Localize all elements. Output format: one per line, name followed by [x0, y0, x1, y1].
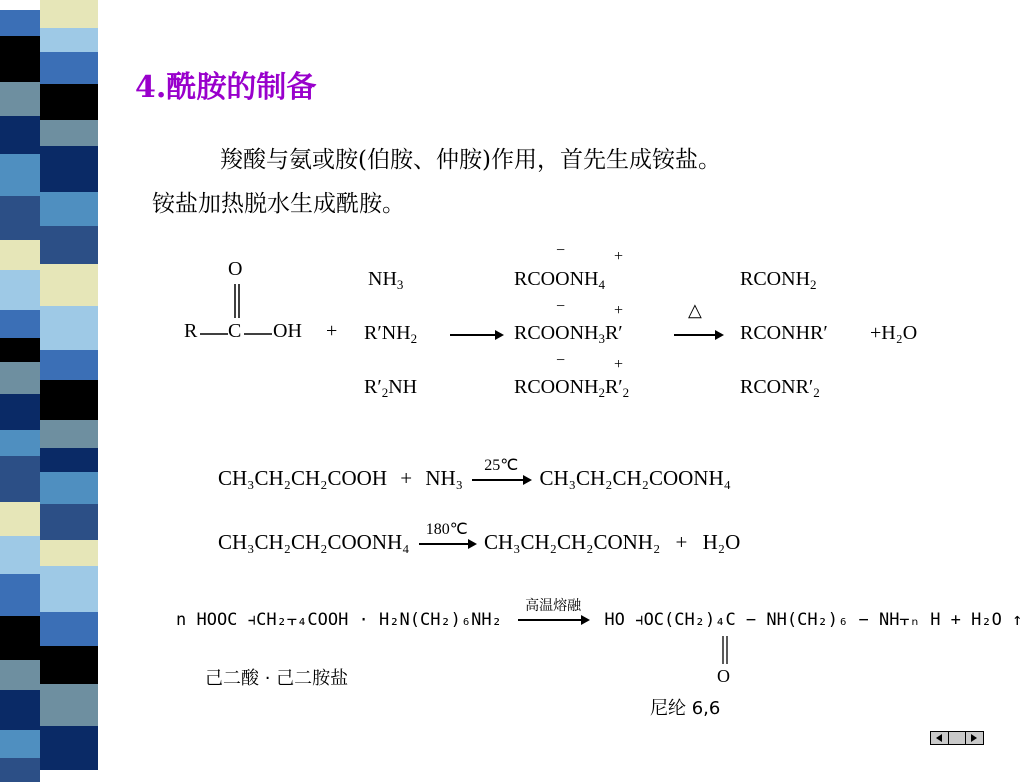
- eq1-product: CH₃CH₂CH₂COONH₄: [539, 466, 731, 490]
- heat-symbol: △: [688, 300, 702, 320]
- eq1-reactant: CH₃CH₂CH₂COOH: [218, 466, 387, 490]
- eq1-condition: 25℃: [484, 457, 519, 475]
- arrow-right-icon: [971, 734, 977, 742]
- acid-carbon: C: [228, 320, 242, 342]
- sidebar-column: [0, 0, 40, 768]
- sidebar-block: [40, 504, 98, 540]
- sidebar-block: [0, 82, 40, 116]
- decorative-sidebar: [0, 0, 100, 768]
- sidebar-block: [0, 660, 40, 690]
- sidebar-block: [40, 52, 98, 84]
- salt-label: 己二酸 · 己二胺盐: [205, 668, 349, 689]
- sidebar-block: [40, 684, 98, 726]
- sidebar-block: [40, 192, 98, 226]
- sidebar-block: [0, 116, 40, 154]
- nylon-arrow: [518, 598, 588, 621]
- sidebar-block: [0, 536, 40, 574]
- amide-tertiary: $RCONR'_2$: [740, 376, 820, 400]
- charge-plus-1: +: [614, 248, 624, 265]
- water-product: +H₂O: [870, 322, 918, 344]
- eq2-plus: +: [675, 530, 688, 554]
- sidebar-block: [0, 10, 40, 36]
- sidebar-block: [40, 264, 98, 306]
- example-equation-2: [218, 521, 741, 555]
- eq2-product: CH₃CH₂CH₂CONH₂: [483, 530, 661, 554]
- bond-c-oh: [244, 332, 272, 336]
- amine-primary: $R'NH_2$: [364, 322, 418, 346]
- arrow-left-icon: [936, 734, 942, 742]
- sidebar-block: [0, 196, 40, 240]
- nylon-condition: 高温熔融: [525, 598, 582, 614]
- nylon-equation: [176, 598, 1023, 630]
- sidebar-block: [40, 540, 98, 566]
- sidebar-block: [40, 472, 98, 504]
- paragraph-line-2: 铵盐加热脱水生成酰胺。: [152, 191, 405, 217]
- eq1-arrow: [472, 457, 530, 481]
- sidebar-block: [0, 430, 40, 456]
- sidebar-block: [0, 362, 40, 394]
- sidebar-block: [0, 310, 40, 338]
- nylon-products: HO ⫞OC(CH₂)₄C − NH(CH₂)₆ − NH⫟ₙ H + H₂O ↑: [604, 610, 1023, 630]
- amide-primary: $RCONH_2$: [740, 268, 817, 292]
- slide-title: 4.酰胺的制备: [135, 70, 317, 105]
- sidebar-block: [0, 394, 40, 430]
- charge-plus-3: +: [614, 356, 624, 373]
- example-equation-1: [218, 457, 731, 491]
- ammonium-salt-1: $RCOONH_4$: [514, 268, 605, 292]
- amide-secondary: RCONHR′: [740, 322, 828, 344]
- sidebar-block: [40, 0, 98, 28]
- acid-r-group: R: [184, 320, 198, 342]
- plus-sign: +: [326, 320, 338, 342]
- sidebar-block: [40, 120, 98, 146]
- sidebar-block: [40, 380, 98, 420]
- sidebar-block: [40, 420, 98, 448]
- nylon-carbonyl-oxygen: O: [717, 666, 730, 686]
- bond-r-c: [200, 332, 228, 336]
- previous-slide-button[interactable]: [931, 732, 949, 744]
- acid-hydroxyl: OH: [273, 320, 302, 342]
- sidebar-block: [40, 448, 98, 472]
- sidebar-block: [0, 154, 40, 196]
- reaction-arrow-2: [674, 334, 722, 336]
- home-slide-button[interactable]: [949, 732, 967, 744]
- eq2-condition: 180℃: [425, 521, 468, 539]
- amine-secondary: $R'_2NH$: [364, 376, 418, 400]
- sidebar-block: [0, 502, 40, 536]
- sidebar-column: [40, 0, 98, 768]
- sidebar-block: [0, 730, 40, 758]
- ammonium-salt-3: $RCOONH_2R'_2$: [514, 376, 630, 400]
- charge-minus-3: −: [556, 352, 566, 369]
- sidebar-block: [0, 758, 40, 782]
- carbonyl-double-bond: [232, 284, 242, 318]
- sidebar-block: [0, 338, 40, 362]
- sidebar-block: [40, 226, 98, 264]
- product-label: 尼纶 6,6: [650, 698, 721, 719]
- intro-paragraph: [152, 138, 952, 226]
- eq1-plus: +: [400, 466, 413, 490]
- next-slide-button[interactable]: [966, 732, 983, 744]
- sidebar-block: [0, 616, 40, 660]
- sidebar-block: [40, 646, 98, 684]
- sidebar-block: [40, 84, 98, 120]
- ammonium-salt-2: $RCOONH_3R'$: [514, 322, 623, 346]
- sidebar-block: [0, 36, 40, 82]
- slide-navigation: [930, 731, 984, 745]
- general-reaction-scheme: [180, 242, 960, 408]
- sidebar-block: [40, 146, 98, 192]
- charge-minus-1: −: [556, 242, 566, 259]
- eq2-water: H₂O: [702, 530, 741, 554]
- carbonyl-oxygen: O: [228, 258, 243, 280]
- sidebar-block: [40, 28, 98, 52]
- eq1-reagent: NH₃: [425, 466, 463, 490]
- sidebar-block: [40, 726, 98, 770]
- sidebar-block: [0, 240, 40, 270]
- sidebar-block: [40, 306, 98, 350]
- charge-plus-2: +: [614, 302, 624, 319]
- eq2-reactant: CH₃CH₂CH₂COONH₄: [218, 530, 410, 554]
- paragraph-line-1: 羧酸与氨或胺(伯胺、仲胺)作用，首先生成铵盐。: [220, 147, 721, 173]
- sidebar-block: [0, 270, 40, 310]
- charge-minus-2: −: [556, 298, 566, 315]
- sidebar-block: [40, 612, 98, 646]
- nylon-reactants: n HOOC ⫞CH₂⫟₄COOH · H₂N(CH₂)₆NH₂: [176, 610, 502, 630]
- amine-ammonia: $NH_3$: [368, 268, 404, 292]
- reaction-arrow-1: [450, 334, 502, 336]
- sidebar-block: [0, 574, 40, 616]
- sidebar-block: [40, 350, 98, 380]
- nylon-carbonyl-double-bond: [720, 636, 730, 666]
- eq2-arrow: [419, 521, 475, 545]
- sidebar-block: [0, 456, 40, 502]
- sidebar-block: [40, 566, 98, 612]
- sidebar-block: [0, 690, 40, 730]
